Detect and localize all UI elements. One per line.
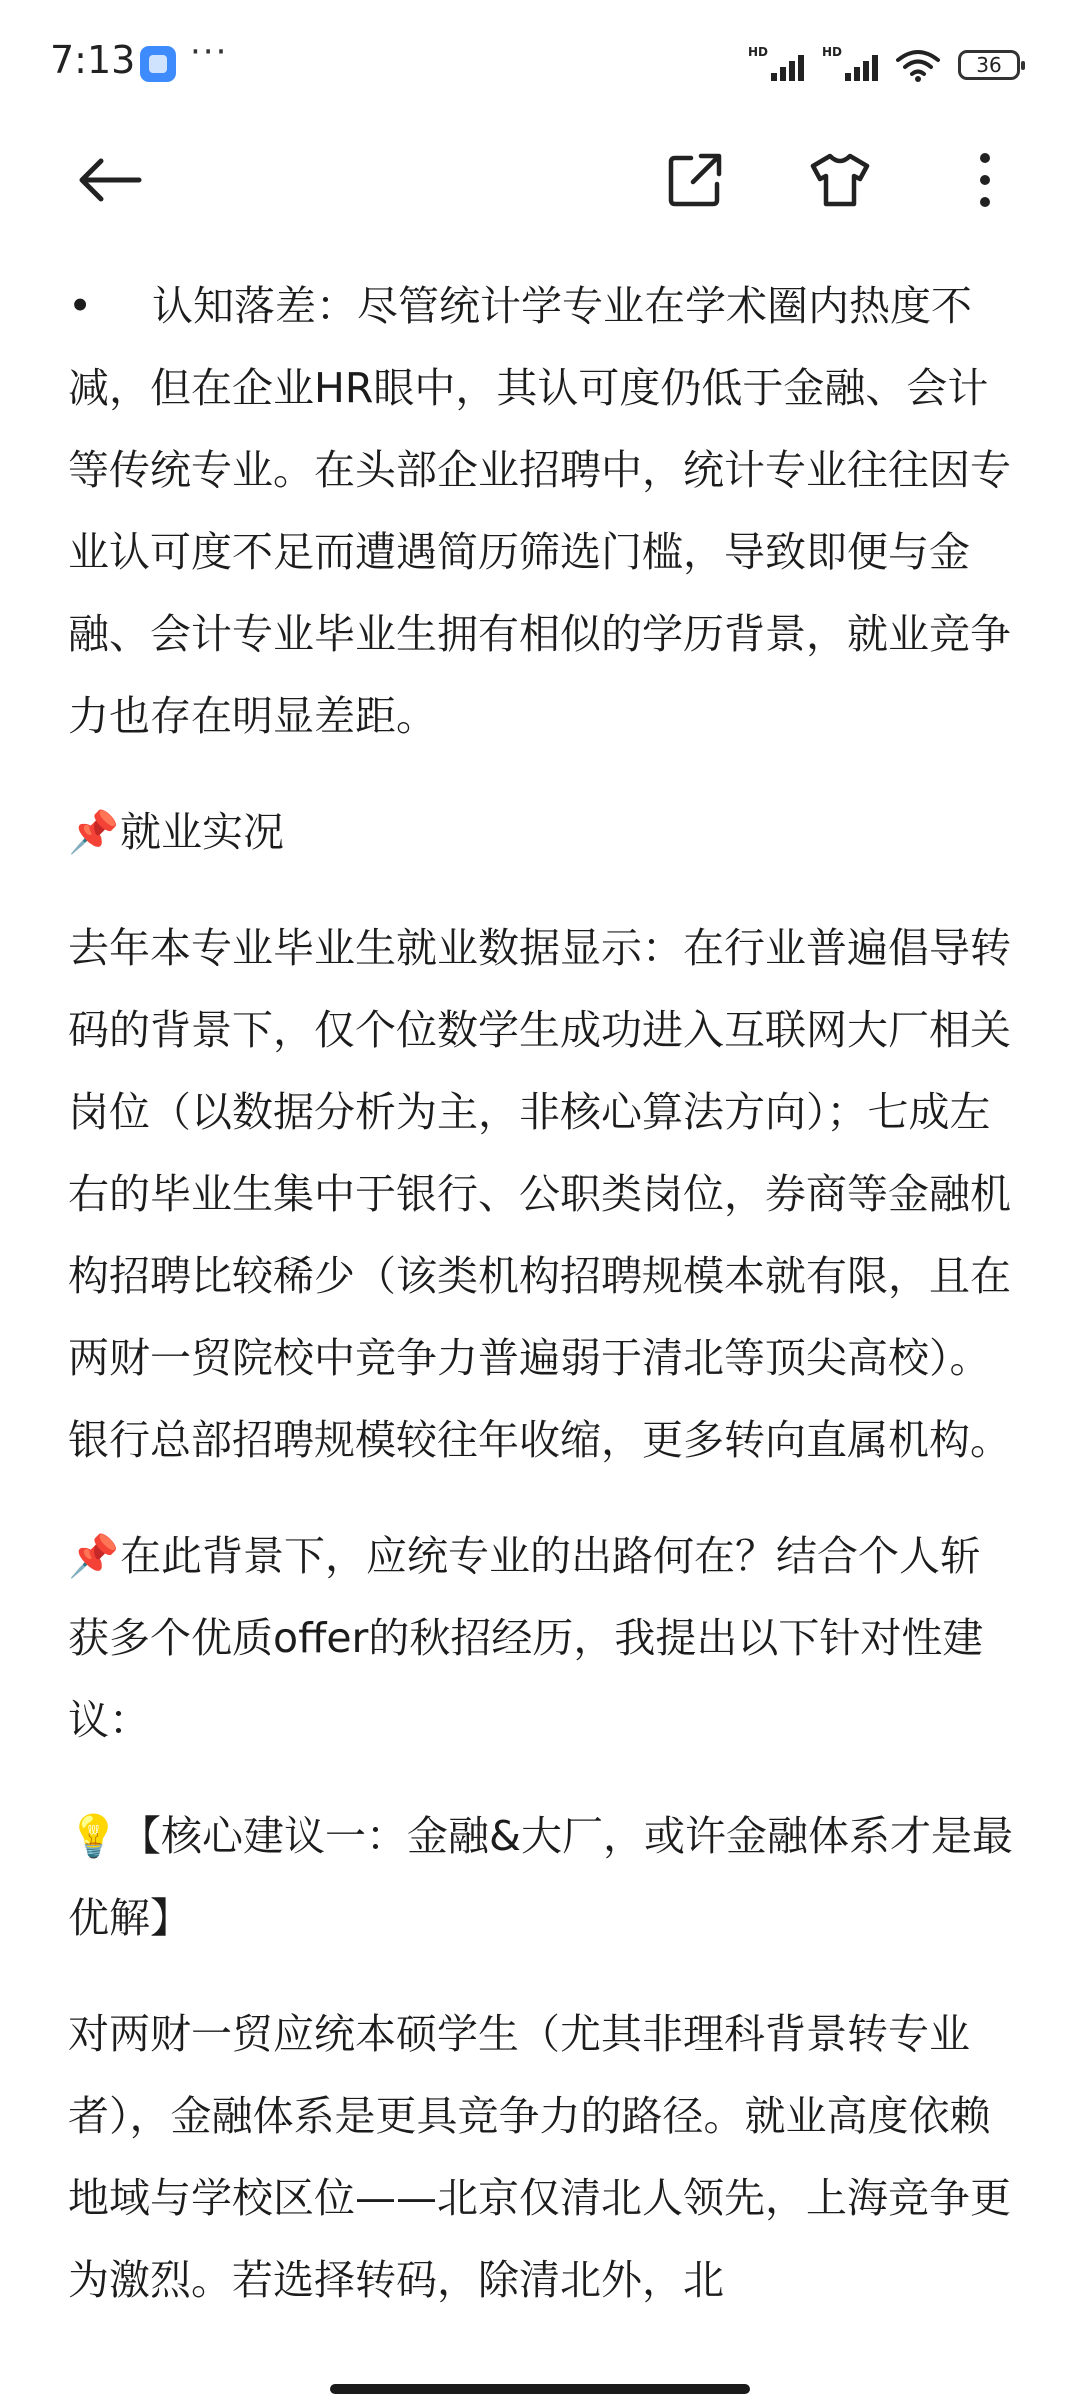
status-indicators <box>748 40 1020 90</box>
finance-advice-paragraph: 对两财一贸应统本硕学生（尤其非理科背景转专业者），金融体系是更具竞争力的路径。就业高度依赖地域与学校区位——北京仅清北人领先，上海竞争更为激烈。若选择转码，除清北外，北 <box>68 2010 1011 2304</box>
share-button[interactable] <box>655 140 735 220</box>
battery-level: 36 <box>976 53 1002 77</box>
tshirt-icon <box>809 152 871 208</box>
arrow-left-icon <box>77 157 143 203</box>
heading-text: 就业实况 <box>120 808 284 856</box>
status-time: 7:13 <box>50 38 136 82</box>
status-bar <box>0 0 1080 130</box>
advice-heading <box>68 1795 1014 1959</box>
article-content <box>68 265 1014 2355</box>
heading-text: 【核心建议一：金融&大厂，或许金融体系才是最优解】 <box>68 1812 1013 1942</box>
hd-label: HD <box>748 45 769 59</box>
more-notifications-icon: ··· <box>190 32 229 72</box>
pushpin-icon: 📌 <box>68 808 120 856</box>
pushpin-icon: 📌 <box>68 1532 120 1580</box>
paragraph-text: 认知落差：尽管统计学专业在学术圈内热度不减，但在企业HR眼中，其认可度仍低于金融、会计等传统专业。在头部企业招聘中，统计专业往往因专业认可度不足而遭遇简历筛选门槛，导致即便与金融、会计专业毕业生拥有相似的学历背景，就业竞争力也存在明显差距。 <box>68 282 1011 740</box>
cognitive-gap-paragraph <box>68 265 1014 757</box>
back-button[interactable] <box>70 140 150 220</box>
wifi-icon <box>896 48 940 82</box>
more-vertical-icon <box>975 152 995 208</box>
cellular-signal-icon <box>748 45 804 85</box>
cellular-signal-icon <box>822 45 878 85</box>
top-toolbar <box>0 130 1080 230</box>
outfit-button[interactable] <box>800 140 880 220</box>
app-notification-icon <box>140 46 176 82</box>
hd-label: HD <box>822 45 843 59</box>
employment-data-paragraph: 去年本专业毕业生就业数据显示：在行业普遍倡导转码的背景下，仅个位数学生成功进入互联网大厂相关岗位（以数据分析为主，非核心算法方向）；七成左右的毕业生集中于银行、公职类岗位，券商等金融机构招聘比较稀少（该类机构招聘规模本就有限，且在两财一贸院校中竞争力普遍弱于清北等顶尖高校）。银行总部招聘规模较往年收缩，更多转向直属机构。 <box>68 924 1011 1464</box>
home-indicator[interactable] <box>330 2384 750 2394</box>
lightbulb-icon: 💡 <box>68 1812 120 1860</box>
battery-icon <box>958 50 1020 80</box>
paragraph-text: 在此背景下，应统专业的出路何在？结合个人斩获多个优质offer的秋招经历，我提出以下针对性建议： <box>68 1532 984 1744</box>
bullet-marker: • <box>68 282 93 330</box>
more-options-button[interactable] <box>945 140 1025 220</box>
background-question-paragraph <box>68 1515 1014 1761</box>
share-external-icon <box>667 152 723 208</box>
employment-heading <box>68 791 1014 873</box>
